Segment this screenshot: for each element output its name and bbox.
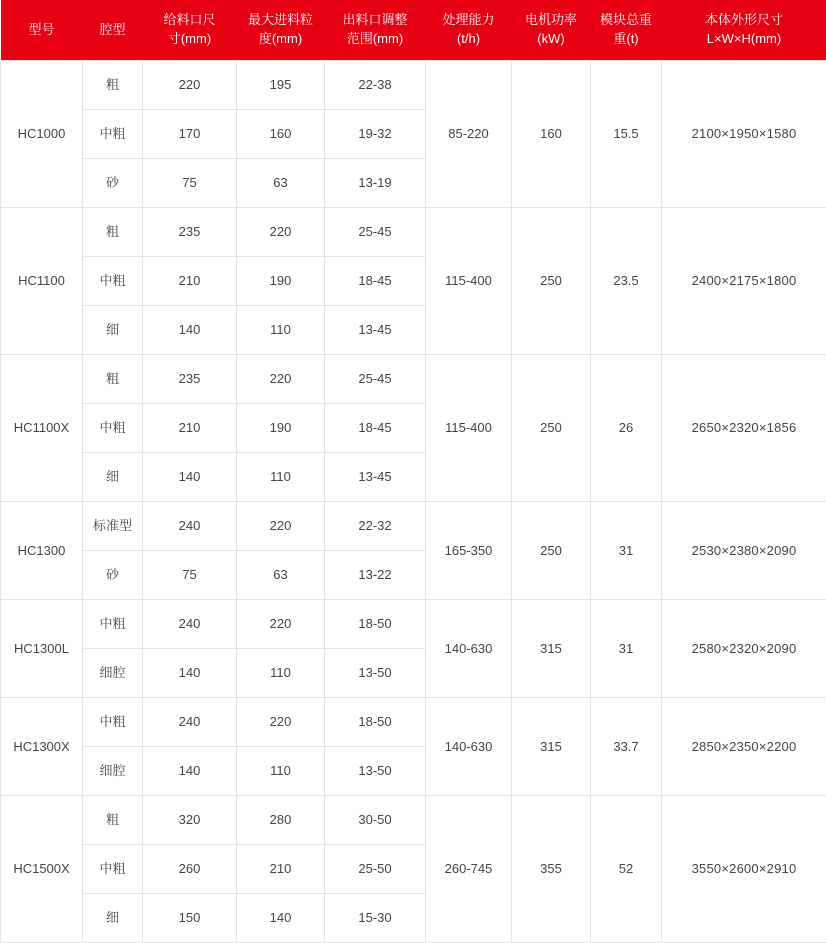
column-header-line: 出料口调整 <box>342 12 407 27</box>
power-cell: 160 <box>512 61 591 208</box>
column-header-7 <box>591 0 662 61</box>
chamber-cell: 细 <box>83 894 143 943</box>
discharge-range-cell: 25-50 <box>325 845 426 894</box>
max-feed-cell: 220 <box>237 698 325 747</box>
capacity-cell: 115-400 <box>426 208 512 355</box>
model-cell: HC1300 <box>1 502 83 600</box>
capacity-cell: 140-630 <box>426 698 512 796</box>
feed-opening-cell: 320 <box>143 796 237 845</box>
chamber-cell: 中粗 <box>83 600 143 649</box>
max-feed-cell: 110 <box>237 453 325 502</box>
column-header-line: (t/h) <box>457 31 480 46</box>
discharge-range-cell: 18-50 <box>325 600 426 649</box>
power-cell: 250 <box>512 355 591 502</box>
max-feed-cell: 190 <box>237 404 325 453</box>
chamber-cell: 细腔 <box>83 747 143 796</box>
chamber-cell: 砂 <box>83 551 143 600</box>
column-header-6 <box>512 0 591 61</box>
chamber-cell: 中粗 <box>83 698 143 747</box>
column-header-line: (kW) <box>537 31 564 46</box>
max-feed-cell: 195 <box>237 61 325 110</box>
column-header-line: 最大进料粒 <box>248 12 313 27</box>
chamber-cell: 中粗 <box>83 404 143 453</box>
capacity-cell: 165-350 <box>426 502 512 600</box>
feed-opening-cell: 140 <box>143 649 237 698</box>
dimensions-cell: 2530×2380×2090 <box>662 502 826 600</box>
max-feed-cell: 190 <box>237 257 325 306</box>
model-cell: HC1500X <box>1 796 83 943</box>
max-feed-cell: 110 <box>237 747 325 796</box>
column-header-5 <box>426 0 512 61</box>
max-feed-cell: 110 <box>237 649 325 698</box>
chamber-cell: 砂 <box>83 159 143 208</box>
model-cell: HC1000 <box>1 61 83 208</box>
chamber-cell: 细 <box>83 453 143 502</box>
discharge-range-cell: 13-19 <box>325 159 426 208</box>
feed-opening-cell: 140 <box>143 306 237 355</box>
feed-opening-cell: 75 <box>143 551 237 600</box>
column-header-line: 度(mm) <box>259 31 302 46</box>
chamber-cell: 中粗 <box>83 257 143 306</box>
weight-cell: 52 <box>591 796 662 943</box>
chamber-cell: 粗 <box>83 355 143 404</box>
power-cell: 315 <box>512 600 591 698</box>
max-feed-cell: 160 <box>237 110 325 159</box>
discharge-range-cell: 19-32 <box>325 110 426 159</box>
chamber-cell: 粗 <box>83 796 143 845</box>
max-feed-cell: 220 <box>237 502 325 551</box>
weight-cell: 33.7 <box>591 698 662 796</box>
feed-opening-cell: 235 <box>143 208 237 257</box>
feed-opening-cell: 210 <box>143 404 237 453</box>
discharge-range-cell: 18-45 <box>325 404 426 453</box>
dimensions-cell: 2100×1950×1580 <box>662 61 826 208</box>
feed-opening-cell: 240 <box>143 502 237 551</box>
feed-opening-cell: 240 <box>143 698 237 747</box>
feed-opening-cell: 235 <box>143 355 237 404</box>
column-header-8 <box>662 0 826 61</box>
chamber-cell: 粗 <box>83 61 143 110</box>
feed-opening-cell: 170 <box>143 110 237 159</box>
feed-opening-cell: 150 <box>143 894 237 943</box>
table-row <box>1 796 826 845</box>
chamber-cell: 细腔 <box>83 649 143 698</box>
model-cell: HC1100 <box>1 208 83 355</box>
feed-opening-cell: 240 <box>143 600 237 649</box>
max-feed-cell: 280 <box>237 796 325 845</box>
weight-cell: 15.5 <box>591 61 662 208</box>
column-header-line: 电机功率 <box>525 12 577 27</box>
column-header-line: 模块总重 <box>600 12 652 27</box>
column-header-line: 腔型 <box>99 22 125 37</box>
feed-opening-cell: 260 <box>143 845 237 894</box>
weight-cell: 26 <box>591 355 662 502</box>
column-header-line: 范围(mm) <box>347 31 403 46</box>
table-row <box>1 208 826 257</box>
column-header-4 <box>325 0 426 61</box>
chamber-cell: 中粗 <box>83 110 143 159</box>
column-header-1 <box>83 0 143 61</box>
header-row <box>1 0 826 61</box>
power-cell: 250 <box>512 502 591 600</box>
column-header-line: 重(t) <box>613 31 638 46</box>
discharge-range-cell: 25-45 <box>325 355 426 404</box>
feed-opening-cell: 140 <box>143 747 237 796</box>
feed-opening-cell: 220 <box>143 61 237 110</box>
feed-opening-cell: 75 <box>143 159 237 208</box>
discharge-range-cell: 30-50 <box>325 796 426 845</box>
table-row <box>1 698 826 747</box>
discharge-range-cell: 15-30 <box>325 894 426 943</box>
capacity-cell: 115-400 <box>426 355 512 502</box>
discharge-range-cell: 22-38 <box>325 61 426 110</box>
weight-cell: 31 <box>591 600 662 698</box>
feed-opening-cell: 210 <box>143 257 237 306</box>
dimensions-cell: 3550×2600×2910 <box>662 796 826 943</box>
column-header-line: 本体外形尺寸 <box>705 12 783 27</box>
column-header-line: 处理能力 <box>442 12 494 27</box>
max-feed-cell: 210 <box>237 845 325 894</box>
power-cell: 250 <box>512 208 591 355</box>
weight-cell: 31 <box>591 502 662 600</box>
discharge-range-cell: 22-32 <box>325 502 426 551</box>
table-body <box>1 61 826 943</box>
chamber-cell: 细 <box>83 306 143 355</box>
dimensions-cell: 2580×2320×2090 <box>662 600 826 698</box>
feed-opening-cell: 140 <box>143 453 237 502</box>
max-feed-cell: 220 <box>237 600 325 649</box>
power-cell: 355 <box>512 796 591 943</box>
max-feed-cell: 63 <box>237 159 325 208</box>
dimensions-cell: 2650×2320×1856 <box>662 355 826 502</box>
column-header-2 <box>143 0 237 61</box>
table-row <box>1 502 826 551</box>
weight-cell: 23.5 <box>591 208 662 355</box>
capacity-cell: 260-745 <box>426 796 512 943</box>
table-row <box>1 355 826 404</box>
dimensions-cell: 2850×2350×2200 <box>662 698 826 796</box>
chamber-cell: 标准型 <box>83 502 143 551</box>
column-header-line: 给料口尺 <box>163 12 215 27</box>
table-row <box>1 61 826 110</box>
column-header-0 <box>1 0 83 61</box>
discharge-range-cell: 18-50 <box>325 698 426 747</box>
max-feed-cell: 220 <box>237 355 325 404</box>
power-cell: 315 <box>512 698 591 796</box>
discharge-range-cell: 13-22 <box>325 551 426 600</box>
dimensions-cell: 2400×2175×1800 <box>662 208 826 355</box>
discharge-range-cell: 13-50 <box>325 649 426 698</box>
model-cell: HC1100X <box>1 355 83 502</box>
chamber-cell: 中粗 <box>83 845 143 894</box>
max-feed-cell: 63 <box>237 551 325 600</box>
model-cell: HC1300X <box>1 698 83 796</box>
column-header-line: L×W×H(mm) <box>707 31 781 46</box>
discharge-range-cell: 18-45 <box>325 257 426 306</box>
column-header-line: 寸(mm) <box>168 31 211 46</box>
discharge-range-cell: 13-50 <box>325 747 426 796</box>
chamber-cell: 粗 <box>83 208 143 257</box>
discharge-range-cell: 25-45 <box>325 208 426 257</box>
table-row <box>1 600 826 649</box>
capacity-cell: 140-630 <box>426 600 512 698</box>
max-feed-cell: 140 <box>237 894 325 943</box>
column-header-line: 型号 <box>28 22 54 37</box>
capacity-cell: 85-220 <box>426 61 512 208</box>
table-header <box>1 0 826 61</box>
max-feed-cell: 220 <box>237 208 325 257</box>
discharge-range-cell: 13-45 <box>325 306 426 355</box>
column-header-3 <box>237 0 325 61</box>
model-cell: HC1300L <box>1 600 83 698</box>
discharge-range-cell: 13-45 <box>325 453 426 502</box>
max-feed-cell: 110 <box>237 306 325 355</box>
